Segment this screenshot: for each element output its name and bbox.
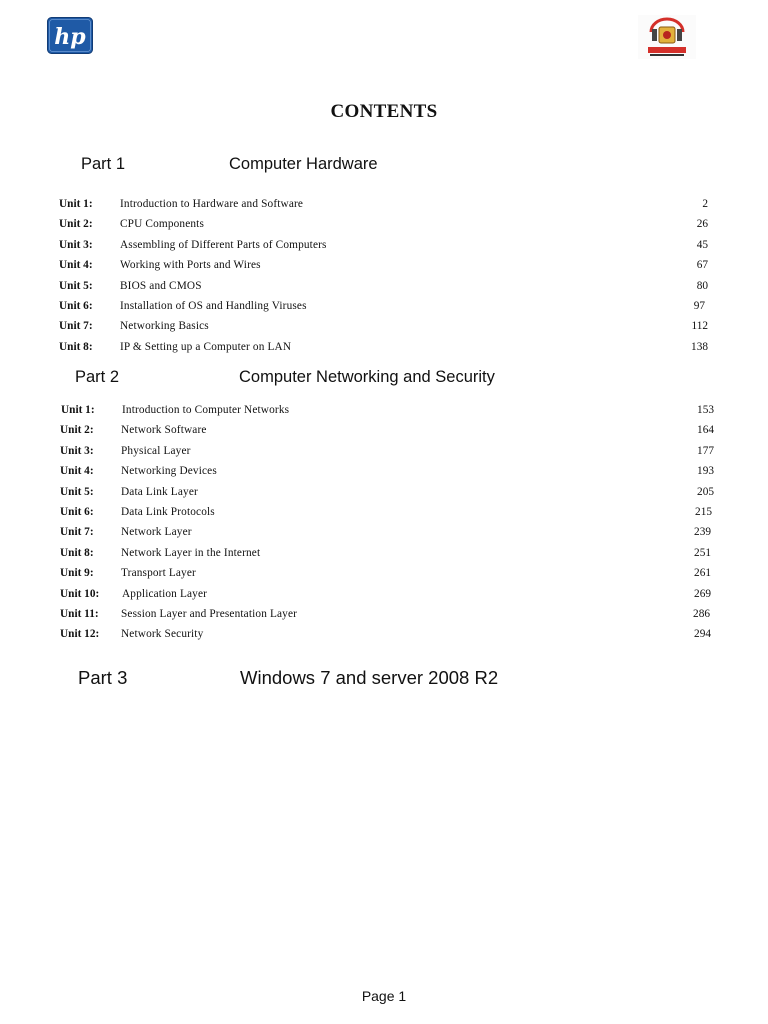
list-item	[0, 563, 768, 583]
unit-title: Networking Basics	[120, 320, 209, 333]
unit-title: Data Link Layer	[121, 485, 198, 498]
unit-label: Unit 4:	[60, 465, 94, 478]
part-heading	[78, 667, 558, 689]
unit-label: Unit 9:	[60, 567, 94, 580]
unit-page-number: 294	[694, 628, 711, 641]
unit-label: Unit 8:	[60, 546, 94, 559]
unit-title: IP & Setting up a Computer on LAN	[120, 340, 292, 353]
list-item	[0, 482, 768, 502]
unit-page-number: 26	[696, 218, 708, 231]
list-item	[0, 400, 768, 420]
unit-title: Data Link Protocols	[121, 505, 215, 518]
unit-label: Unit 5:	[59, 279, 93, 292]
unit-title: Session Layer and Presentation Layer	[121, 607, 298, 620]
part-heading	[75, 366, 555, 388]
unit-page-number: 239	[694, 526, 711, 539]
list-item	[0, 420, 768, 440]
unit-label: Unit 4:	[59, 259, 93, 272]
hp-logo	[47, 17, 93, 54]
unit-title: Application Layer	[122, 587, 208, 600]
unit-label: Unit 11:	[60, 607, 99, 620]
part-label: Part 2	[75, 368, 120, 386]
page-title: CONTENTS	[330, 101, 438, 122]
unit-page-number: 193	[697, 465, 714, 478]
unit-page-number: 286	[693, 607, 710, 620]
unit-title: Network Security	[121, 628, 204, 641]
list-item	[0, 276, 768, 296]
unit-list-part-1	[0, 194, 768, 357]
list-item	[0, 624, 768, 644]
list-item	[0, 604, 768, 624]
list-item	[0, 296, 768, 316]
list-item	[0, 214, 768, 234]
unit-page-number: 97	[693, 299, 705, 312]
list-item	[0, 255, 768, 275]
unit-title: Working with Ports and Wires	[120, 259, 261, 272]
unit-title: Introduction to Hardware and Software	[120, 198, 304, 210]
page-number-footer: Page 1	[361, 988, 407, 1004]
unit-page-number: 138	[691, 340, 708, 353]
part-name: Computer Hardware	[229, 155, 378, 173]
part-name: Computer Networking and Security	[239, 368, 495, 386]
list-item	[0, 461, 768, 481]
unit-label: Unit 6:	[59, 299, 93, 312]
list-item	[0, 441, 768, 461]
unit-label: Unit 3:	[60, 444, 94, 457]
unit-label: Unit 12:	[60, 628, 100, 641]
unit-page-number: 164	[697, 424, 714, 437]
unit-page-number: 177	[697, 444, 714, 457]
unit-label: Unit 7:	[59, 320, 93, 333]
part-name: Windows 7 and server 2008 R2	[240, 667, 499, 688]
unit-list-part-2	[0, 400, 768, 645]
unit-label: Unit 1:	[61, 404, 95, 416]
unit-page-number: 205	[697, 485, 714, 498]
list-item	[0, 543, 768, 563]
unit-label: Unit 2:	[59, 218, 93, 231]
list-item	[0, 522, 768, 542]
unit-page-number: 269	[694, 587, 711, 600]
unit-label: Unit 6:	[60, 505, 94, 518]
unit-page-number: 67	[696, 259, 708, 272]
unit-page-number: 153	[697, 404, 714, 416]
unit-page-number: 215	[695, 505, 712, 518]
unit-page-number: 2	[702, 198, 708, 210]
unit-label: Unit 1:	[59, 198, 93, 210]
part-label: Part 1	[81, 155, 126, 173]
list-item	[0, 194, 768, 214]
unit-page-number: 261	[694, 567, 711, 580]
unit-title: Introduction to Computer Networks	[122, 404, 290, 416]
unit-label: Unit 8:	[59, 340, 93, 353]
unit-title: Network Layer	[121, 526, 192, 539]
unit-title: CPU Components	[120, 218, 205, 231]
list-item	[0, 502, 768, 522]
list-item	[0, 337, 768, 357]
unit-title: Networking Devices	[121, 465, 217, 478]
unit-page-number: 251	[694, 546, 711, 559]
unit-title: Transport Layer	[121, 567, 196, 580]
unit-title: Assembling of Different Parts of Computers	[120, 238, 327, 251]
part-label: Part 3	[78, 667, 128, 688]
list-item	[0, 316, 768, 336]
unit-title: Network Software	[121, 424, 207, 437]
list-item	[0, 235, 768, 255]
unit-label: Unit 5:	[60, 485, 94, 498]
unit-title: Network Layer in the Internet	[121, 546, 261, 559]
unit-label: Unit 10:	[60, 587, 100, 600]
unit-label: Unit 2:	[60, 424, 94, 437]
svg-text:hp: hp	[54, 24, 86, 50]
unit-page-number: 45	[696, 238, 708, 251]
part-heading	[81, 153, 481, 175]
unit-label: Unit 3:	[59, 238, 93, 251]
list-item	[0, 584, 768, 604]
unit-page-number: 80	[696, 279, 708, 292]
unit-label: Unit 7:	[60, 526, 94, 539]
unit-title: Physical Layer	[121, 444, 191, 457]
unit-title: Installation of OS and Handling Viruses	[120, 299, 307, 312]
unit-title: BIOS and CMOS	[120, 279, 202, 292]
unit-page-number: 112	[691, 320, 708, 333]
karnataka-seal-logo	[638, 15, 696, 59]
